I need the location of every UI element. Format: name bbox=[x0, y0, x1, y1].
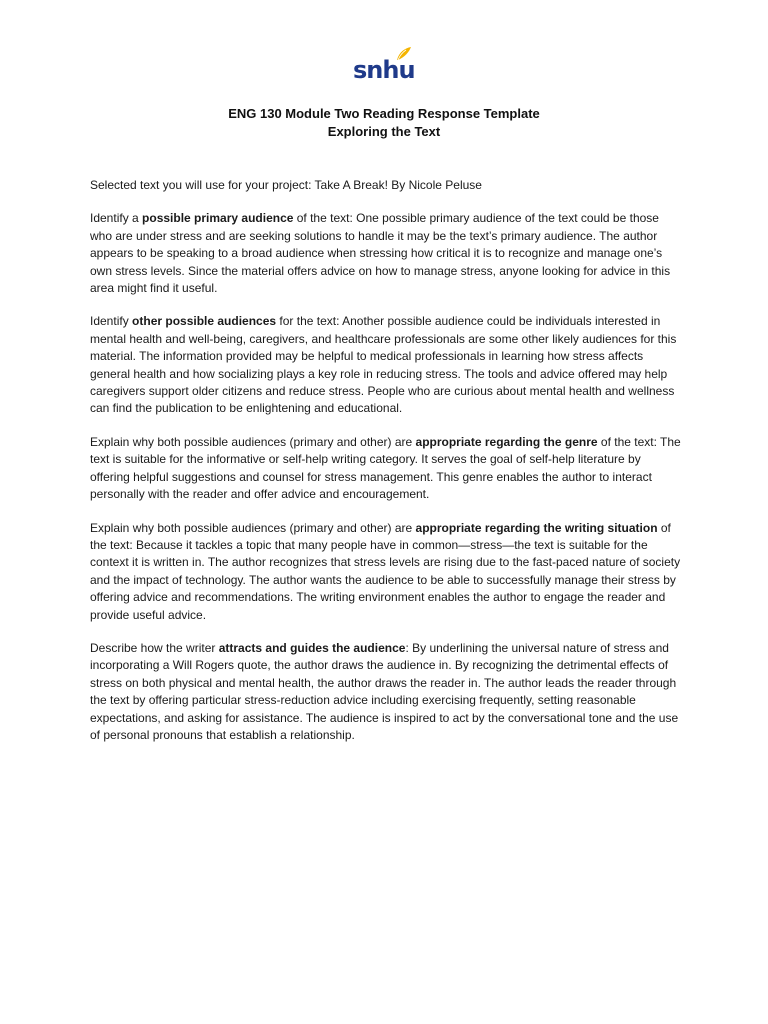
primary-audience-paragraph bbox=[90, 210, 682, 297]
writing-situation-prompt: Explain why both possible audiences (primary and other) are bbox=[90, 520, 416, 535]
genre-prompt: Explain why both possible audiences (primary and other) are bbox=[90, 434, 416, 449]
attracts-guides-prompt: Describe how the writer bbox=[90, 640, 219, 655]
attracts-guides-response: : By underlining the universal nature of stress and incorporating a Will Rogers quote, the author draws the audience in. By recognizing the detrimental effects of stress on both physical and mental health, the author draws the reader in. The author leads the reader through the text by offering particular stress-reduction advice including exercising frequently, setting reasonable expectations, and asking for assistance. The audience is inspired to act by the conversational tone and the use of personal pronouns that establish a relationship. bbox=[90, 640, 679, 742]
other-audiences-prompt: Identify bbox=[90, 314, 133, 329]
attracts-guides-paragraph bbox=[90, 640, 682, 744]
document-body bbox=[90, 177, 682, 760]
genre-keyword: appropriate regarding the genre bbox=[415, 434, 598, 449]
logo-wordmark: snhu bbox=[353, 56, 415, 84]
other-audiences-paragraph bbox=[90, 313, 682, 417]
primary-audience-prompt: Identify a bbox=[90, 211, 143, 226]
document-title bbox=[0, 105, 768, 141]
writing-situation-keyword: appropriate regarding the writing situation bbox=[415, 520, 658, 535]
title-line-2: Exploring the Text bbox=[327, 124, 441, 139]
genre-paragraph bbox=[90, 434, 682, 504]
primary-audience-response: of the text: One possible primary audience of the text could be those who are under stress and are seeking solutions to handle it may be the text’s primary audience. The author appears to be speaking to a broad audience when stressing how critical it is to recognize and manage one’s own stress levels. Since the material offers advice on how to manage stress, anyone looking for advice in this area might find it useful. bbox=[90, 211, 671, 296]
primary-audience-keyword: possible primary audience bbox=[142, 211, 294, 226]
other-audiences-response: for the text: Another possible audience could be individuals interested in mental health and well-being, caregivers, and healthcare professionals are some other likely audiences for this material. The information provided may be helpful to medical professionals in learning how stress affects general health and how socializing plays a key role in reducing stress. The tools and advice offered may help caregivers support older citizens and reduce stress. People who are curious about mental health and wellness can find the publication to be enlightening and educational. bbox=[90, 314, 677, 416]
selected-text-paragraph bbox=[90, 177, 682, 194]
other-audiences-keyword: other possible audiences bbox=[132, 314, 277, 329]
writing-situation-paragraph bbox=[90, 520, 682, 624]
attracts-guides-keyword: attracts and guides the audience bbox=[218, 640, 406, 655]
title-line-1: ENG 130 Module Two Reading Response Template bbox=[228, 106, 540, 121]
snhu-logo bbox=[353, 46, 415, 90]
writing-situation-response: of the text: Because it tackles a topic that many people have in common—stress—the text is suitable for the context it is written in. The author recognizes that stress levels are rising due to the fast-paced nature of society and the impact of technology. The author wants the audience to be able to successfully manage their stress by offering advice and recommendations. The writing environment enables the author to engage the reader and provide useful advice. bbox=[90, 520, 681, 622]
genre-response: of the text: The text is suitable for the informative or self-help writing category. It serves the goal of self-help literature by offering helpful suggestions and counsel for stress management. This genre enables the author to interact personally with the reader and offer advice and encouragement. bbox=[90, 434, 681, 502]
selected-text: Selected text you will use for your project: Take A Break! By Nicole Peluse bbox=[90, 178, 482, 192]
